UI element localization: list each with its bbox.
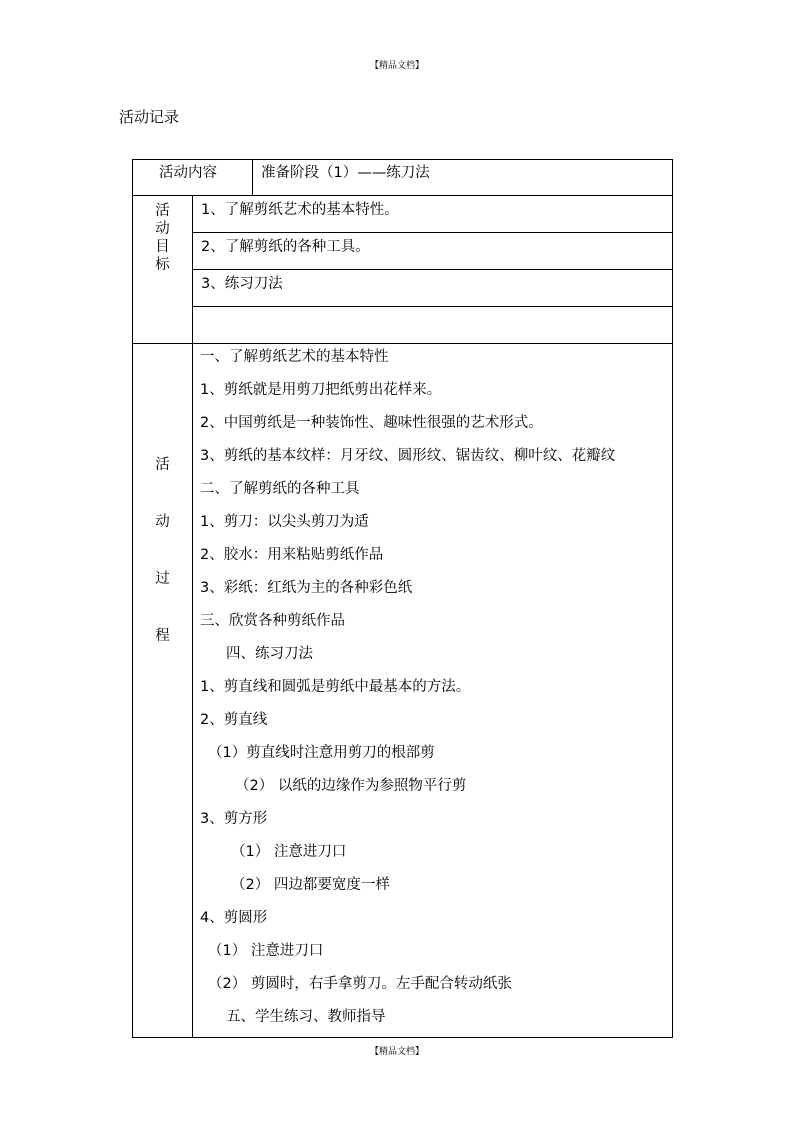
document-title: 活动记录 <box>119 108 180 126</box>
process-line: （1）剪直线时注意用剪刀的根部剪 <box>208 745 435 761</box>
process-line: 4、剪圆形 <box>200 910 268 926</box>
process-line: 3、剪纸的基本纹样：月牙纹、圆形纹、锯齿纹、柳叶纹、花瓣纹 <box>200 448 616 464</box>
process-line: 3、彩纸：红纸为主的各种彩色纸 <box>200 580 413 596</box>
goal-label-char: 目 <box>155 239 170 255</box>
process-label-char: 活 <box>155 457 170 473</box>
process-line: （2） 剪圆时，右手拿剪刀。左手配合转动纸张 <box>208 976 512 992</box>
goal-item: 3、练习刀法 <box>193 270 673 307</box>
process-line: 四、练习刀法 <box>226 646 313 662</box>
process-label <box>133 344 193 1038</box>
goal-row <box>133 307 673 344</box>
process-line: （1） 注意进刀口 <box>208 943 324 959</box>
process-line: 2、中国剪纸是一种装饰性、趣味性很强的艺术形式。 <box>200 415 543 431</box>
process-line: 2、剪直线 <box>200 712 268 728</box>
content-row <box>133 160 673 196</box>
goal-item-empty <box>193 307 673 344</box>
goal-item: 2、了解剪纸的各种工具。 <box>193 233 673 270</box>
goal-label-char: 标 <box>155 257 170 273</box>
goal-label <box>133 196 193 344</box>
goal-row <box>133 196 673 233</box>
goal-label-char: 活 <box>155 203 170 219</box>
process-line: 三、欣赏各种剪纸作品 <box>200 613 345 629</box>
content-value: 准备阶段（1）——练刀法 <box>253 160 673 196</box>
process-line: 2、胶水：用来粘贴剪纸作品 <box>200 547 384 563</box>
content-label: 活动内容 <box>133 160 253 196</box>
process-line: 一、了解剪纸艺术的基本特性 <box>200 349 389 365</box>
process-line: （1） 注意进刀口 <box>231 844 347 860</box>
header-mark: 【精品文档】 <box>369 61 424 71</box>
process-label-char: 过 <box>155 571 170 587</box>
process-label-char: 程 <box>155 628 170 644</box>
process-row <box>133 344 673 1038</box>
goal-item: 1、了解剪纸艺术的基本特性。 <box>193 196 673 233</box>
process-line: 1、剪纸就是用剪刀把纸剪出花样来。 <box>200 382 442 398</box>
process-content <box>193 344 673 1038</box>
activity-record-table <box>132 159 673 1038</box>
process-line: 五、学生练习、教师指导 <box>226 1009 386 1025</box>
process-label-char: 动 <box>155 514 170 530</box>
goal-label-char: 动 <box>155 221 170 237</box>
process-line: 1、剪直线和圆弧是剪纸中最基本的方法。 <box>200 679 471 695</box>
process-line: 二、了解剪纸的各种工具 <box>200 481 360 497</box>
process-line: （2） 以纸的边缘作为参照物平行剪 <box>235 778 467 794</box>
footer-mark: 【精品文档】 <box>369 1047 424 1057</box>
process-line: 1、剪刀：以尖头剪刀为适 <box>200 514 369 530</box>
process-line: 3、剪方形 <box>200 811 268 827</box>
goal-row <box>133 233 673 270</box>
process-line: （2） 四边都要宽度一样 <box>231 877 390 893</box>
goal-row <box>133 270 673 307</box>
